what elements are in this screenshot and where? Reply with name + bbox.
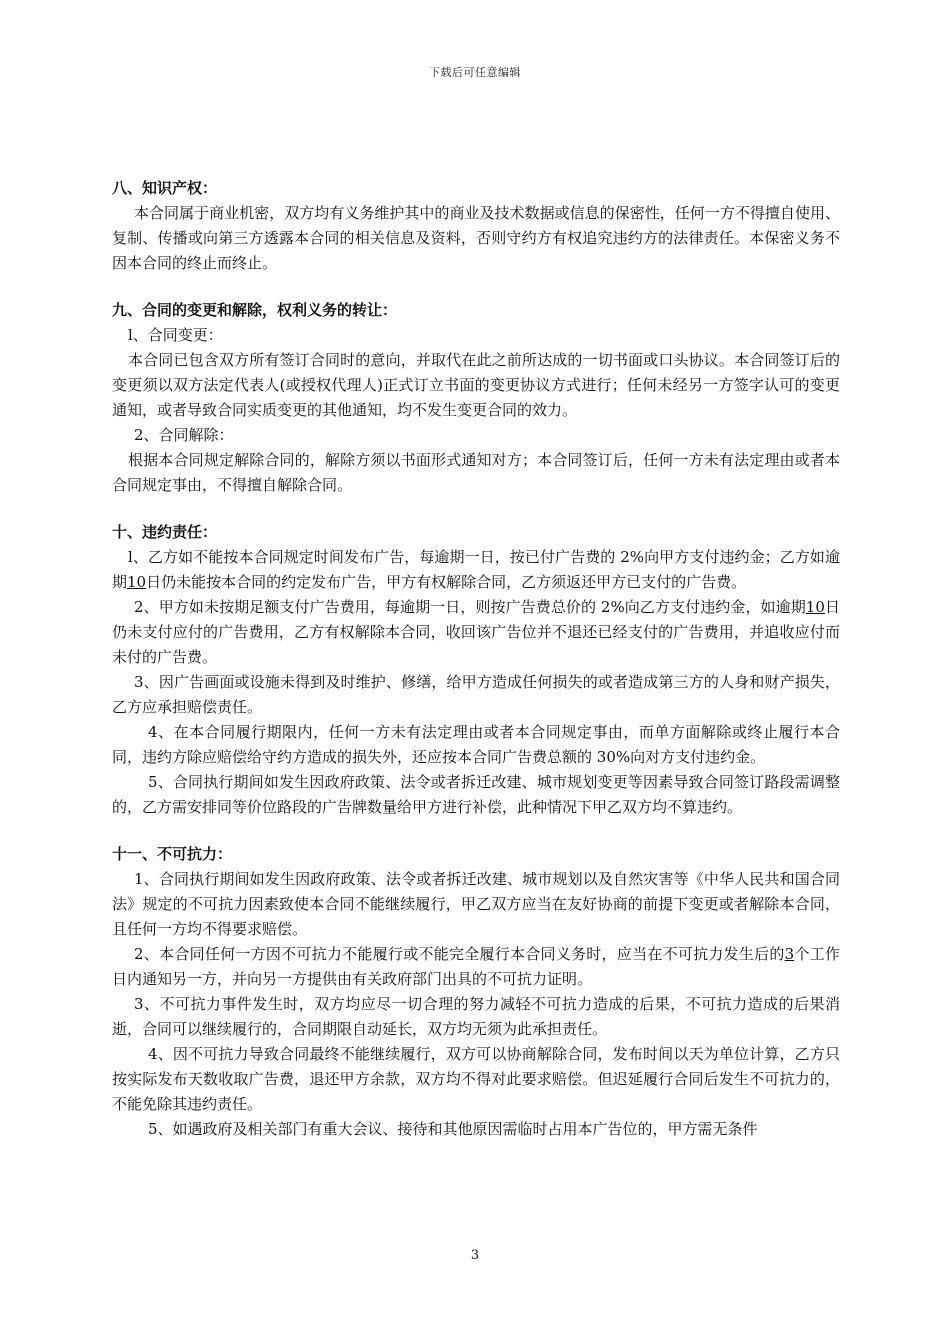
section-11-item2 bbox=[112, 942, 840, 992]
section-10-item3: 3、因广告画面或设施未得到及时维护、修缮，给甲方造成任何损失的或者造成第三方的人身和财产损失，乙方应承担赔偿责任。 bbox=[112, 673, 840, 716]
section-8-body: 本合同属于商业机密，双方均有义务维护其中的商业及技术数据或信息的保密性，任何一方不得擅自使用、复制、传播或向第三方透露本合同的相关信息及资料，否则守约方有权追究违约方的法律责任。本保密义务不因本合同的终止而终止。 bbox=[112, 204, 840, 272]
section-11-item3: 3、不可抗力事件发生时，双方均应尽一切合理的努力减轻不可抗力造成的后果，不可抗力造成的后果消逝，合同可以继续履行的，合同期限自动延长，双方均无须为此承担责任。 bbox=[112, 995, 840, 1038]
section-10-item2-text-b: 日仍未支付应付的广告费用，乙方有权解除本合同，收回该广告位并不退还已经支付的广告费用，并追收应付而未付的广告费。 bbox=[112, 598, 840, 666]
section-11-item1: 1、合同执行期间如发生因政府政策、法令或者拆迁改建、城市规划以及自然灾害等《中华人民共和国合同法》规定的不可抗力因素致使本合同不能继续履行，甲乙双方应当在友好协商的前提下变更或者解除本合同，且任何一方均不得要求赔偿。 bbox=[112, 870, 840, 938]
section-10-item1-text-a: l、乙方如不能按本合同规定时间发布广告，每逾期一日，按已付广告费的 2%向甲方支付违约金；乙方如逾期 bbox=[112, 548, 840, 591]
section-10-item2-days: 10 bbox=[805, 598, 825, 616]
section-11-item4: 4、因不可抗力导致合同最终不能继续履行，双方可以协商解除合同，发布时间以天为单位计算，乙方只按实际发布天数收取广告费，退还甲方余款，双方均不得对此要求赔偿。但迟延履行合同后发生不可抗力的，不能免除其违约责任。 bbox=[112, 1045, 840, 1113]
section-10-item4: 4、在本合同履行期限内，任何一方未有法定理由或者本合同规定事由，而单方面解除或终止履行本合同，违约方除应赔偿给守约方造成的损失外，还应按本合同广告费总额的 30%向对方支付违约金。 bbox=[112, 723, 840, 766]
section-11-item2-days: 3 bbox=[784, 945, 795, 963]
section-11-title: 十一、不可抗力： bbox=[112, 845, 233, 863]
document-body bbox=[112, 176, 840, 1142]
section-11-item2-text-b: 个工作日内通知另一方，并向另一方提供由有关政府部门出具的不可抗力证明。 bbox=[112, 945, 840, 988]
section-10-item2-text-a: 2、甲方如未按期足额支付广告费用，每逾期一日，则按广告费总价的 2%向乙方支付违约金，如逾期 bbox=[134, 598, 806, 616]
section-9-title: 九、合同的变更和解除，权利义务的转让： bbox=[112, 301, 398, 319]
section-11-item2-text-a: 2、本合同任何一方因不可抗力不能履行或不能完全履行本合同义务时，应当在不可抗力发生后的 bbox=[134, 945, 785, 963]
section-9-item2-label: 2、合同解除： bbox=[134, 426, 234, 444]
section-10-item2 bbox=[112, 595, 840, 670]
section-9-item1-label: l、合同变更： bbox=[128, 326, 223, 344]
section-10-item5: 5、合同执行期间如发生因政府政策、法令或者拆迁改建、城市规划变更等因素导致合同签订路段需调整的，乙方需安排同等价位路段的广告牌数量给甲方进行补偿，此种情况下甲乙双方均不算违约。 bbox=[112, 773, 840, 816]
section-8-title: 八、知识产权： bbox=[112, 179, 218, 197]
section-9-item2-body: 根据本合同规定解除合同的，解除方须以书面形式通知对方；本合同签订后，任何一方未有法定理由或者本合同规定事由，不得擅自解除合同。 bbox=[112, 451, 840, 494]
page-header: 下载后可任意编辑 bbox=[429, 66, 521, 79]
section-11-item5: 5、如遇政府及相关部门有重大会议、接待和其他原因需临时占用本广告位的，甲方需无条件 bbox=[148, 1120, 758, 1138]
section-10-item1-days: 10 bbox=[127, 573, 147, 591]
section-10-item1-text-b: 日仍未能按本合同的约定发布广告，甲方有权解除合同，乙方须返还甲方已支付的广告费。 bbox=[146, 573, 747, 591]
section-9-item1-body: 本合同已包含双方所有签订合同时的意向，并取代在此之前所达成的一切书面或口头协议。本合同签订后的变更须以双方法定代表人(或授权代理人)正式订立书面的变更协议方式进行；任何未经另一方签字认可的变更通知，或者导致合同实质变更的其他通知，均不发生变更合同的效力。 bbox=[112, 351, 840, 419]
section-10-title: 十、违约责任： bbox=[112, 523, 218, 541]
section-10-item1 bbox=[112, 545, 840, 595]
page-number: 3 bbox=[470, 1248, 480, 1263]
